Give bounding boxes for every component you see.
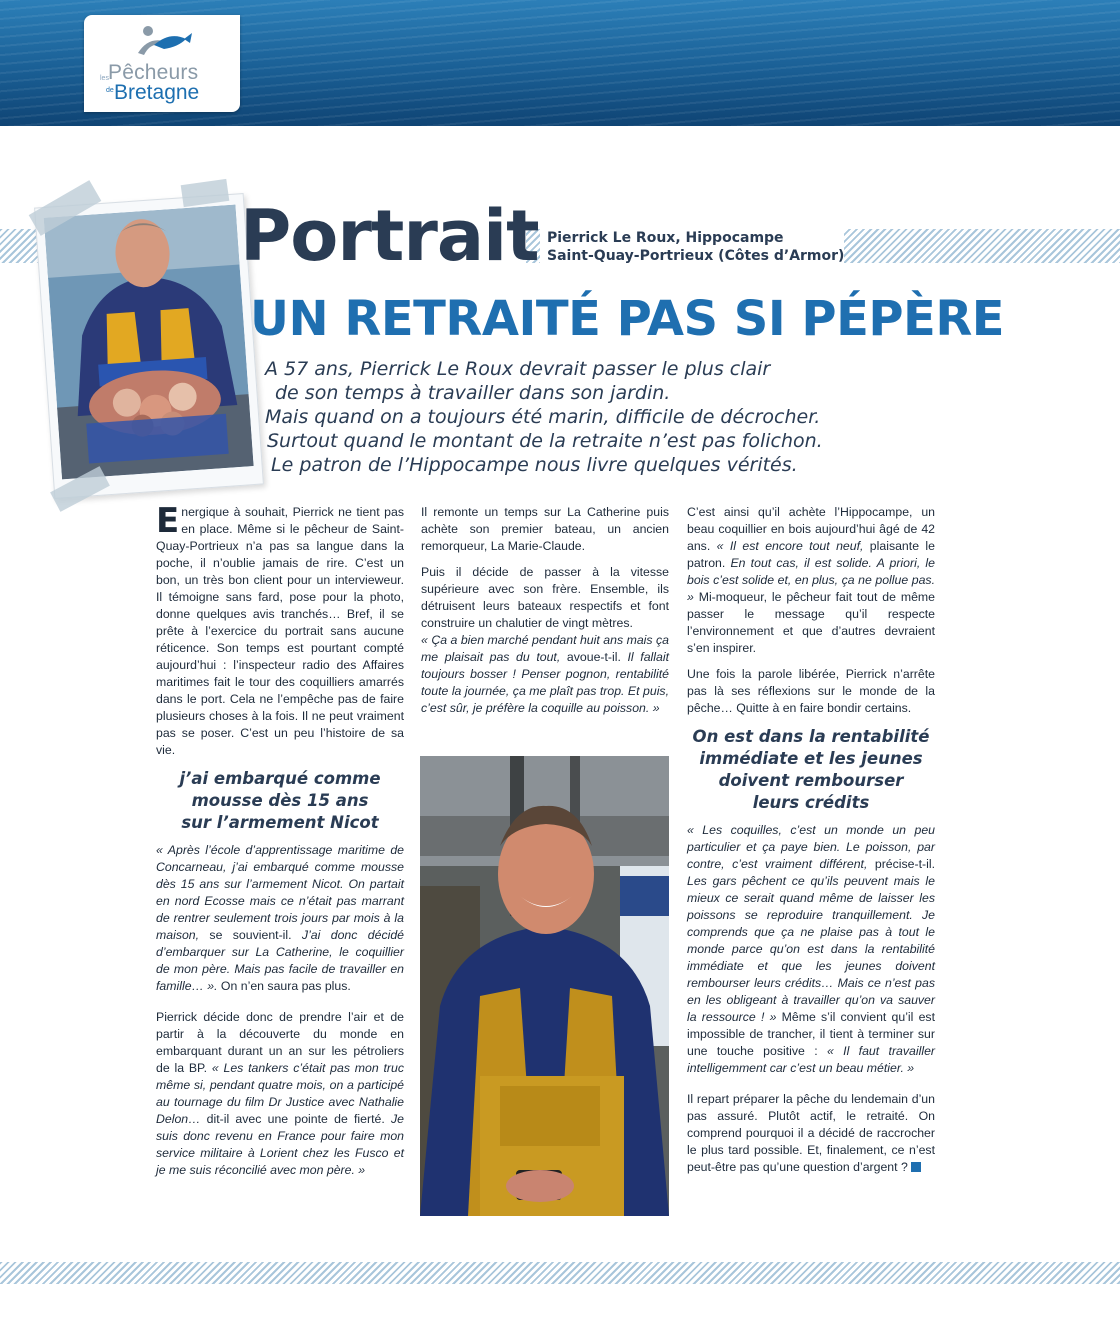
pull-quote-line: doivent rembourser xyxy=(718,771,904,790)
pull-quote-line: immédiate et les jeunes xyxy=(699,749,923,768)
pull-quote-line: j’ai embarqué comme xyxy=(179,769,381,788)
paragraph-text: se souvient-il. xyxy=(199,928,302,942)
logo-bretagne-text: Bretagne xyxy=(114,81,200,104)
pull-quote-line: leurs crédits xyxy=(752,793,870,812)
paragraph: Il remonte un temps sur La Catherine puis achète son premier bateau, un ancien remorqueur, La Marie-Claude. xyxy=(421,505,669,553)
pull-quote-line: mousse dès 15 ans xyxy=(191,791,369,810)
paragraph xyxy=(687,504,935,657)
byline-name: Pierrick Le Roux, Hippocampe xyxy=(547,230,784,246)
quote-text: « Ça a bien marché pendant huit ans mais ça me plaisait pas du tout, xyxy=(421,633,669,664)
logo-pecheurs-text: Pêcheurs xyxy=(108,61,199,84)
drop-cap: E xyxy=(156,501,180,541)
logo-les-text: les xyxy=(100,75,109,82)
intro-line: Le patron de l’Hippocampe nous livre quelques vérités. xyxy=(271,454,798,476)
article-column-1 xyxy=(156,501,405,1188)
paragraph xyxy=(156,842,404,995)
intro-paragraph xyxy=(262,357,823,477)
quote-text: « Après l’école d’apprentissage maritime de Concarneau, j’ai embarqué comme mousse dès 15 ans sur l’armement Nicot. On partait en nord Ecosse mais ce n’était pas marrant de rentrer seulement trois jours par mois à la maison, xyxy=(156,843,404,942)
paragraph: Une fois la parole libérée, Pierrick n’arrête pas là ses réflexions sur le monde de la pêche… Quitte à en faire bondir certains. xyxy=(687,667,935,715)
paragraph-text: plaisante le patron. xyxy=(687,539,935,570)
quote-text: « Il faut travailler intelligemment car c’est un beau métier. » xyxy=(687,1044,935,1075)
paragraph-text: Pierrick décide donc de prendre l’air et de partir à la découverte du monde en embarquant durant un an sur les pétroliers de la BP. xyxy=(156,1010,404,1075)
paragraph-text: précise-t-il. xyxy=(867,857,935,871)
quote-text: En tout cas, il est solide. A priori, le bois c’est solide et, en plus, ça ne pollue pas. » xyxy=(687,556,935,604)
quote-text: Je suis donc revenu en France pour faire mon service militaire à Lorient chez les Fusco et je me suis réconcilié avec mon père. » xyxy=(156,1112,404,1177)
paragraph: Puis il décide de passer à la vitesse supérieure avec son frère. Ensemble, ils détruisent leurs bateaux respectifs et font construire un chalutier de vingt mètres. xyxy=(421,565,669,630)
byline-location: Saint-Quay-Portrieux (Côtes d’Armor) xyxy=(547,248,845,264)
article-column-2 xyxy=(421,504,669,726)
pull-quote xyxy=(687,726,935,814)
article-column-3 xyxy=(687,504,935,1185)
pull-quote-line: sur l’armement Nicot xyxy=(181,813,379,832)
paragraph xyxy=(421,632,669,717)
intro-line: Surtout quand le montant de la retraite n’est pas folichon. xyxy=(267,430,823,452)
intro-line: A 57 ans, Pierrick Le Roux devrait passer le plus clair xyxy=(265,358,771,380)
paragraph-text: dit-il avec une pointe de fierté. xyxy=(206,1112,391,1126)
paragraph xyxy=(687,822,935,1077)
quote-text: « Les coquilles, c’est un monde un peu particulier et ça paye bien. Le poisson, par contre, c’est vraiment différent, xyxy=(687,823,935,871)
paragraph-text: On n’en saura pas plus. xyxy=(217,979,351,993)
quote-text: Les gars pêchent ce qu’ils peuvent mais le mieux ce serait quand même de laisser les poissons se reproduire tranquillement. Je comprends que ça ne plaise pas à tout le monde parce qu’on est dans la rentabilité immédiate et que les jeunes doivent rembourser leurs crédits… Mais ce n’est pas en les obligeant à travailler qu’on va sauver la ressource ! » xyxy=(687,874,935,1024)
byline xyxy=(547,229,844,265)
intro-line: de son temps à travailler dans son jardin. xyxy=(275,382,671,404)
intro-line: Mais quand on a toujours été marin, difficile de décrocher. xyxy=(265,406,821,428)
paragraph xyxy=(687,1091,935,1176)
end-of-article-icon xyxy=(911,1162,921,1172)
quote-text: « Les tankers c’était pas mon truc même si, pendant quatre mois, on a participé au tournage du film Dr Justice avec Nathalie Delon… xyxy=(156,1061,405,1126)
fisherman-fish-logo-icon xyxy=(134,23,194,63)
paragraph-text: avoue-t-il. xyxy=(560,650,628,664)
paragraph-text: nergique à souhait, Pierrick ne tient pas en place. Même si le pêcheur de Saint-Quay-Portrieux n’a pas sa langue dans la poche, il n’oublie jamais de rire. C’est un bon, un très bon client pour un intervieweur. Il témoigne sans fard, pose pour la photo, donne quelques avis tranchés… Bref, il se prête à l’exercice du portrait sans aucune réticence. Son temps est pourtant compté aujourd’hui : l’inspecteur radio des Affaires maritimes fait le tour des coquilliers amarrés dans le port. Cela ne l’empêche pas de faire plusieurs choses à la fois. Il ne peut vraiment pas se poser. C’est un peu l’histoire de sa vie. xyxy=(156,505,404,757)
logo-de-text: de xyxy=(106,87,114,94)
section-title: Portrait xyxy=(240,195,539,277)
quote-text: J’ai donc décidé d’embarquer sur La Catherine, le coquillier de mon père. Mais pas facile de travailler en famille… ». xyxy=(156,928,405,993)
footer-hatch-stripe xyxy=(0,1262,1120,1284)
article-headline: UN RETRAITÉ PAS SI PÉPÈRE xyxy=(250,291,1005,347)
fisherman-polaroid-photo xyxy=(34,193,264,499)
logo xyxy=(84,15,240,112)
paragraph-text: Mi-moqueur, le pêcheur fait tout de même passer le message qu’il respecte l’environnement et que d’autres devraient s’en inspirer. xyxy=(687,590,935,655)
header-band xyxy=(0,0,1120,126)
smiling-fisherman-photo xyxy=(420,756,669,1216)
pull-quote xyxy=(156,768,404,834)
paragraph-text: Il repart préparer la pêche du lendemain d’un pas assuré. Plutôt actif, le retraité. On comprend pourquoi il a décidé de raccrocher le plus tard possible. Et, finalement, ce n’est peut-être pas qu’une question d’argent ? xyxy=(687,1092,935,1174)
paragraph-text: Même s’il convient qu’il est impossible de trancher, il tient à terminer sur une touche positive : xyxy=(687,1010,935,1058)
quote-text: « Il est encore tout neuf, xyxy=(716,539,864,553)
paragraph xyxy=(156,1009,404,1179)
pull-quote-line: On est dans la rentabilité xyxy=(692,727,930,746)
paragraph-text: C’est ainsi qu’il achète l’Hippocampe, un beau coquillier en bois aujourd’hui âgé de 42 ans. xyxy=(687,505,935,553)
fisherman-with-scallops-photo xyxy=(44,205,254,480)
paragraph xyxy=(156,501,404,759)
quote-text: Il fallait toujours bosser ! Penser pognon, rentabilité toute la journée, ça me plaît pas trop. Et puis, c’est sûr, je préfère la coquille au poisson. » xyxy=(421,650,669,715)
